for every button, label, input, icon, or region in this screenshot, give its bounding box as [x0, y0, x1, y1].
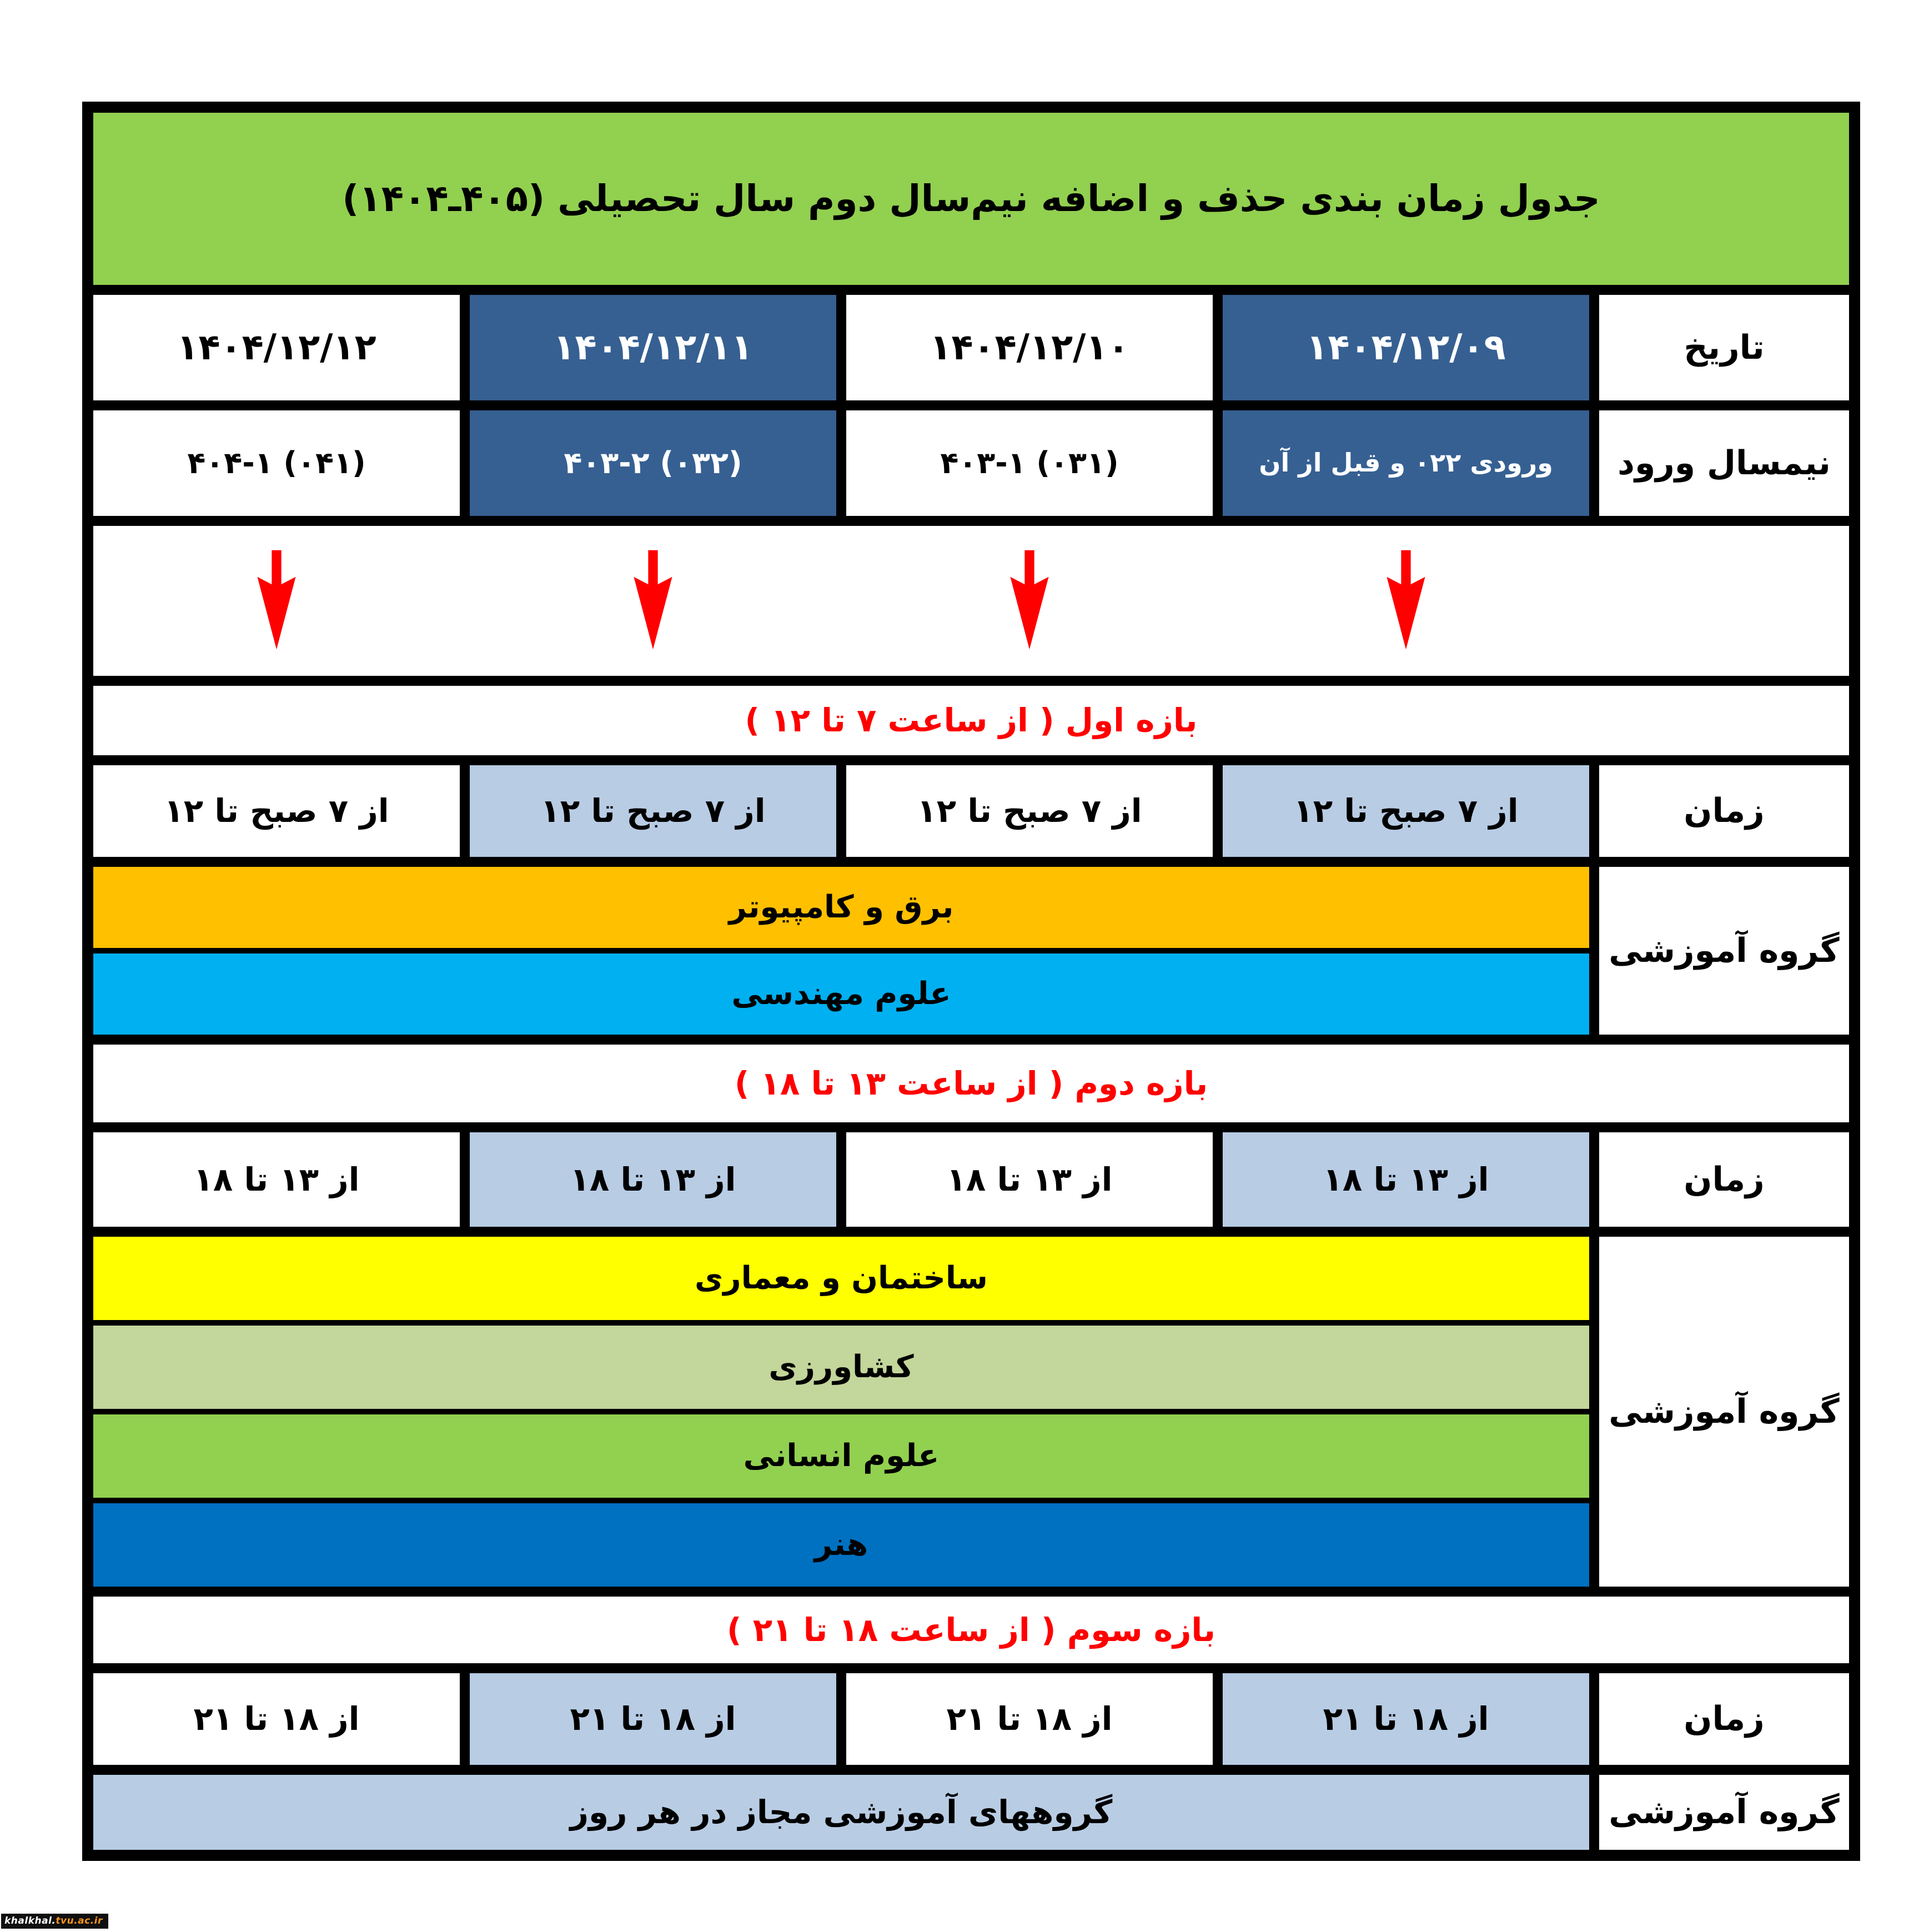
- period1-group-label: گروه آموزشی: [1599, 867, 1849, 1035]
- watermark-prefix: khalkhal.: [4, 1915, 56, 1926]
- date-value: ۱۴۰۴/۱۲/۱۱: [553, 327, 753, 368]
- group-bar-construction-architecture: ساختمان و معماری: [93, 1237, 1589, 1320]
- down-arrow-icon: [470, 526, 836, 676]
- period3-band: بازه سوم ( از ساعت ۱۸ تا ۲۱ ): [93, 1597, 1849, 1663]
- period1-time-label: زمان: [1599, 765, 1849, 857]
- entry-value: ۴۰۳-۱ (۰۳۱): [940, 445, 1119, 481]
- period2-time-cell: از ۱۳ تا ۱۸: [470, 1132, 836, 1227]
- period3-group-label: گروه آموزشی: [1599, 1775, 1849, 1850]
- entry-value: ۴۰۳-۲ (۰۳۲): [564, 445, 742, 481]
- watermark: [1, 1914, 108, 1929]
- watermark-suffix: tvu.ac.ir: [56, 1915, 103, 1926]
- period2-time-cell: از ۱۳ تا ۱۸: [846, 1132, 1213, 1227]
- entry-cell-032: [470, 410, 836, 516]
- entry-cell-031: [846, 410, 1213, 516]
- down-arrow-icon: [93, 526, 460, 676]
- period2-time-cell: از ۱۳ تا ۱۸: [1223, 1132, 1589, 1227]
- date-cell-1404-12-11: [470, 295, 836, 400]
- period2-group-label: گروه آموزشی: [1599, 1237, 1849, 1587]
- period2-band: بازه دوم ( از ساعت ۱۳ تا ۱۸ ): [93, 1045, 1849, 1122]
- period3-time-label: زمان: [1599, 1673, 1849, 1765]
- date-value: ۱۴۰۴/۱۲/۱۰: [930, 327, 1129, 368]
- date-row-label: تاریخ: [1599, 295, 1849, 400]
- period2-time-label: زمان: [1599, 1132, 1849, 1227]
- date-value: ۱۴۰۴/۱۲/۰۹: [1306, 327, 1506, 368]
- period2-group-bars: [93, 1237, 1589, 1587]
- period3-time-cell: از ۱۸ تا ۲۱: [93, 1673, 460, 1765]
- period1-time-cell: از ۷ صبح تا ۱۲: [1223, 765, 1589, 857]
- down-arrow-icon: [846, 526, 1213, 676]
- period1-band: بازه اول ( از ساعت ۷ تا ۱۲ ): [93, 686, 1849, 755]
- entry-value: ۴۰۴-۱ (۰۴۱): [187, 445, 366, 481]
- period2-time-cell: از ۱۳ تا ۱۸: [93, 1132, 460, 1227]
- entry-row-label: نیمسال ورود: [1599, 410, 1849, 516]
- entry-cell-041: [93, 410, 460, 516]
- group-bar-agriculture: کشاورزی: [93, 1326, 1589, 1409]
- down-arrow-icon: [1223, 526, 1589, 676]
- period1-group-bars: [93, 867, 1589, 1035]
- period3-time-cell: از ۱۸ تا ۲۱: [1223, 1673, 1589, 1765]
- entry-cell-022: ورودی ۰۲۲ و قبل از آن: [1223, 410, 1589, 516]
- arrows-row: [93, 526, 1849, 676]
- schedule-table: [82, 102, 1860, 1861]
- allowed-groups-cell: گروههای آموزشی مجاز در هر روز: [93, 1775, 1589, 1850]
- arrow-spacer: [1599, 526, 1849, 676]
- date-cell-1404-12-10: [846, 295, 1213, 400]
- period3-time-cell: از ۱۸ تا ۲۱: [470, 1673, 836, 1765]
- group-bar-engineering-sciences: علوم مهندسی: [93, 954, 1589, 1035]
- period3-time-cell: از ۱۸ تا ۲۱: [846, 1673, 1213, 1765]
- group-bar-humanities: علوم انسانی: [93, 1414, 1589, 1498]
- group-bar-electrical-computer: برق و کامپیوتر: [93, 867, 1589, 948]
- date-cell-1404-12-09: [1223, 295, 1589, 400]
- period1-time-cell: از ۷ صبح تا ۱۲: [846, 765, 1213, 857]
- period1-time-cell: از ۷ صبح تا ۱۲: [93, 765, 460, 857]
- table-title: جدول زمان بندی حذف و اضافه نیم‌سال دوم سال تحصیلی (۴۰۵ـ۱۴۰۴): [93, 113, 1849, 285]
- date-value: ۱۴۰۴/۱۲/۱۲: [177, 327, 376, 368]
- date-cell-1404-12-12: [93, 295, 460, 400]
- period1-time-cell: از ۷ صبح تا ۱۲: [470, 765, 836, 857]
- group-bar-art: هنر: [93, 1503, 1589, 1587]
